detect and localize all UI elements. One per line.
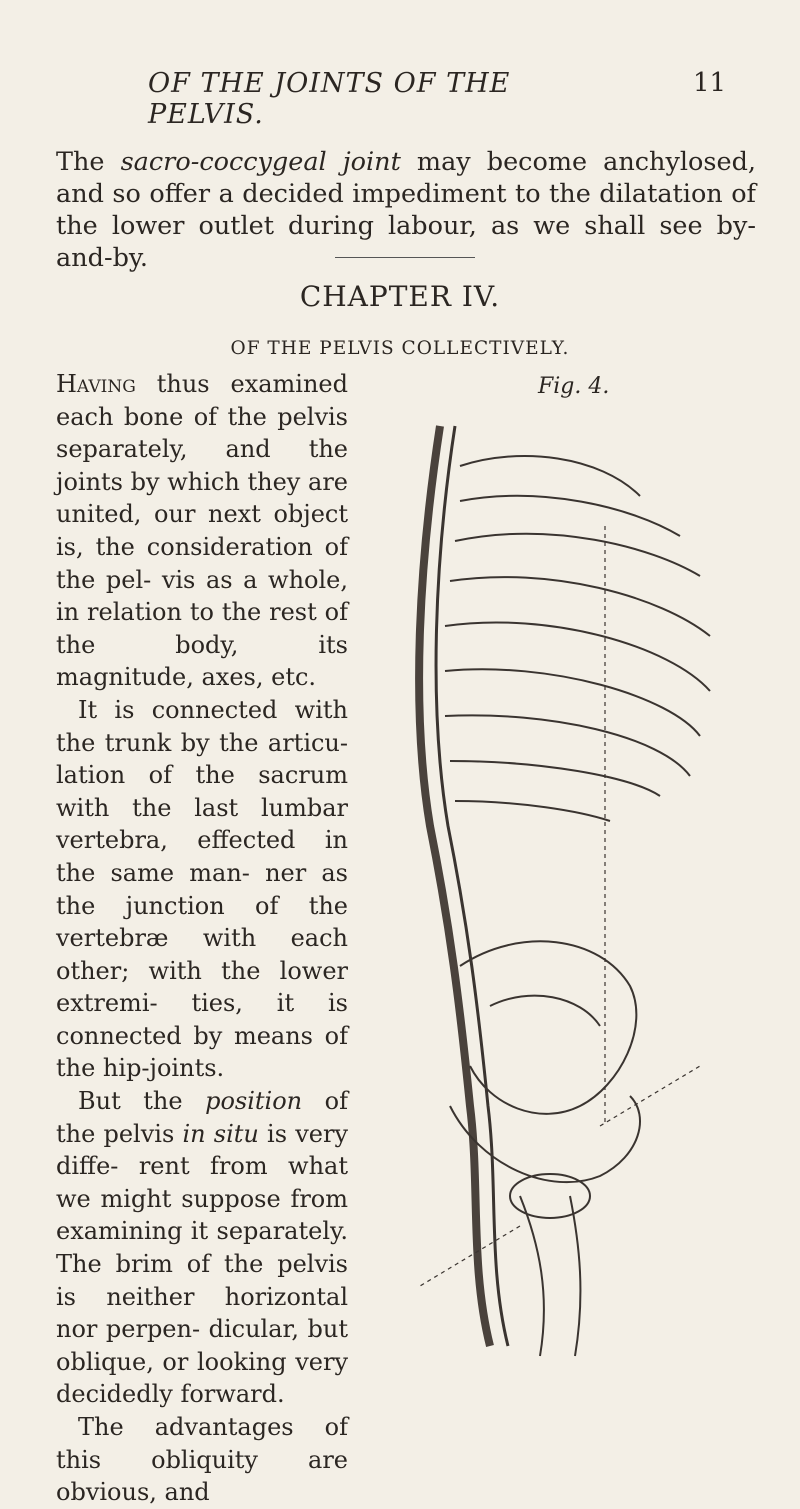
intro-segment: sacro-coccygeal joint (120, 146, 401, 177)
intro-segment: may become anchylosed, and so offer a decided impediment to the dilatation of the lower outlet during labour, as we shall see by-and-by. (56, 146, 757, 273)
body-text (56, 368, 348, 1509)
body-segment: The advantages of this obliquity are obvious, and (56, 1413, 348, 1507)
intro-segment: The (56, 146, 121, 177)
section-divider (335, 257, 475, 258)
body-paragraph (56, 368, 348, 694)
body-segment: is very diffe- rent from what we might suppose from examining it separately. The brim of the pelvis is neither horizontal nor perpen- dicular, but oblique, or looking very decidedly forward. (56, 1119, 348, 1409)
chapter-title: CHAPTER IV. (299, 280, 501, 313)
body-paragraph (56, 1411, 348, 1509)
body-paragraph (56, 1085, 348, 1411)
body-segment: But the (78, 1087, 206, 1116)
body-segment: of the pelvis (56, 1087, 348, 1148)
body-segment: thus examined each bone of the pelvis separately, and the joints by which they are united, our next object is, the consideration of the pel- vis as a whole, in relation to the rest of the body, its magnitude, axes, etc. (56, 370, 348, 692)
page-number: 11 (693, 68, 727, 98)
body-segment: in situ (182, 1119, 259, 1148)
chapter-subtitle: OF THE PELVIS COLLECTIVELY. (230, 338, 570, 359)
running-head: OF THE JOINTS OF THE PELVIS. (148, 68, 511, 130)
figure-label: Fig. 4. (538, 374, 610, 399)
pelvis-trunk-illustration (400, 406, 720, 1376)
body-paragraph (56, 694, 348, 1085)
body-segment: It is connected with the trunk by the articu- lation of the sacrum with the last lumbar vertebra, effected in the same man- ner as the junction of the vertebræ with each other; with the lower extremi- ties, it is connected by means of the hip-joints. (56, 695, 348, 1083)
body-segment: Having (56, 370, 136, 398)
body-segment: position (205, 1087, 303, 1116)
intro-paragraph (56, 146, 756, 274)
